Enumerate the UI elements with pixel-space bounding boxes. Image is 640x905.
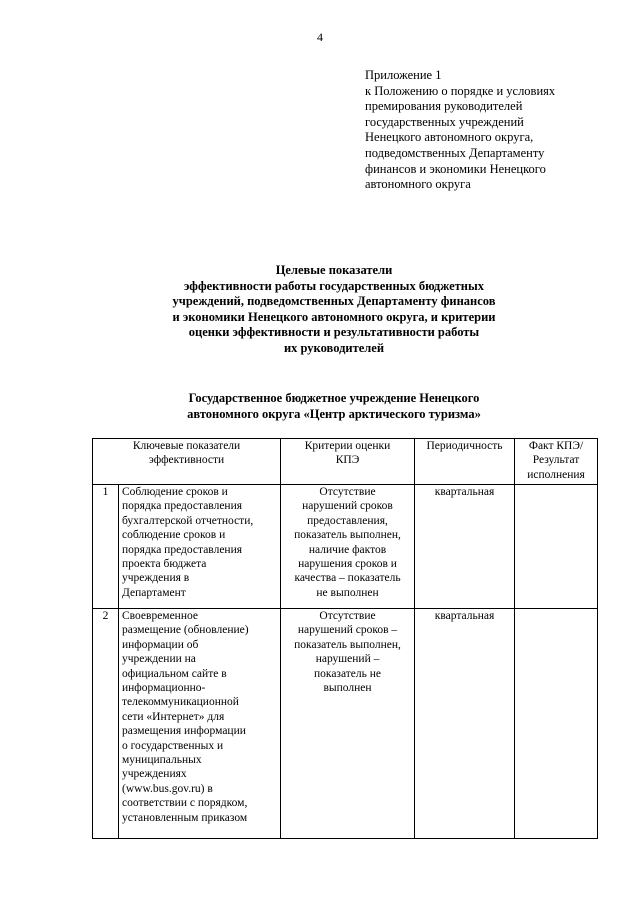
indicator-line: учреждениях: [122, 768, 187, 781]
title-line: учреждений, подведомственных Департаменту финансов: [172, 294, 496, 309]
header-periodicity: Периодичность: [415, 439, 515, 485]
indicator-line: учреждении на: [122, 653, 196, 666]
indicator-line: о государственных и: [122, 739, 224, 752]
appendix-line: Ненецкого автономного округа,: [365, 130, 534, 145]
indicator-line: муниципальных: [122, 754, 202, 767]
row-number: 1: [93, 485, 119, 609]
criteria-line: нарушений сроков –: [297, 624, 398, 637]
periodicity-cell: квартальная: [415, 609, 515, 839]
appendix-line: подведомственных Департаменту: [365, 145, 545, 160]
header-criteria-line: Критерии оценки: [304, 440, 391, 452]
indicator-line: учреждения в: [122, 572, 190, 585]
criteria-line: не выполнен: [316, 586, 379, 599]
indicator-line: телекоммуникационной: [122, 696, 239, 709]
criteria-line: выполнен: [323, 682, 372, 695]
indicator-cell: [119, 609, 281, 839]
header-fact-line: исполнения: [527, 468, 585, 481]
criteria-line: наличие фактов: [308, 543, 387, 556]
row-number: 2: [93, 609, 119, 839]
fact-cell: [515, 485, 598, 609]
document-title: [0, 263, 640, 357]
criteria-cell: [281, 485, 415, 609]
indicator-line: размещения информации: [122, 725, 246, 738]
header-indicators-line: эффективности: [148, 454, 225, 467]
appendix-line: Приложение 1: [365, 68, 442, 82]
indicator-line: Департамент: [122, 586, 186, 599]
page-number: 4: [317, 30, 323, 44]
indicator-line: информационно-: [122, 682, 206, 695]
title-line: оценки эффективности и результативности работы: [188, 325, 480, 340]
title-line: их руководителей: [283, 340, 385, 355]
appendix-line: автономного округа: [365, 177, 471, 192]
indicator-line: соответствии с порядком,: [122, 797, 248, 810]
indicator-line: (www.bus.gov.ru) в: [122, 782, 213, 795]
header-criteria-line: КПЭ: [335, 454, 360, 467]
criteria-line: показатель выполнен,: [294, 638, 401, 651]
criteria-line: нарушений –: [315, 653, 380, 666]
criteria-line: предоставления,: [307, 514, 388, 527]
indicator-line: Соблюдение сроков и: [122, 486, 228, 498]
criteria-line: качества – показатель: [294, 572, 401, 585]
appendix-line: премирования руководителей: [365, 99, 523, 114]
fact-cell: [515, 609, 598, 839]
title-line: и экономики Ненецкого автономного округа, и критерии: [172, 309, 496, 324]
organization-line: автономного округа «Центр арктического туризма»: [187, 406, 481, 421]
indicator-cell: [119, 485, 281, 609]
indicator-line: порядка предоставления: [122, 543, 243, 556]
indicator-line: проекта бюджета: [122, 558, 207, 571]
indicator-line: соблюдение сроков и: [122, 529, 226, 542]
indicator-line: размещение (обновление): [122, 624, 249, 637]
criteria-line: нарушений сроков: [302, 500, 393, 513]
indicator-line: бухгалтерской отчетности,: [122, 514, 254, 527]
indicator-line: официальном сайте в: [122, 667, 227, 680]
table-header-row: [93, 439, 598, 485]
criteria-line: Отсутствие: [319, 610, 376, 622]
criteria-line: показатель выполнен,: [294, 529, 401, 542]
appendix-line: к Положению о порядке и условиях: [365, 83, 556, 98]
header-fact-line: Результат: [532, 454, 580, 467]
header-fact: [515, 439, 598, 485]
indicator-line: установленным приказом: [122, 811, 248, 824]
table-row: [93, 485, 598, 609]
indicator-line: сети «Интернет» для: [122, 710, 225, 723]
indicator-line: информации об: [122, 638, 199, 651]
title-line: Целевые показатели: [275, 263, 393, 277]
header-indicators-line: Ключевые показатели: [132, 440, 241, 452]
criteria-line: показатель не: [314, 667, 382, 680]
appendix-reference: [365, 68, 615, 193]
organization-name: [0, 391, 640, 422]
organization-line: Государственное бюджетное учреждение Ненецкого: [188, 391, 480, 405]
kpi-table: [92, 438, 598, 839]
indicator-line: Своевременное: [122, 610, 198, 622]
appendix-line: государственных учреждений: [365, 114, 524, 129]
header-fact-line: Факт КПЭ/: [528, 440, 584, 452]
indicator-line: порядка предоставления: [122, 500, 243, 513]
criteria-line: Отсутствие: [319, 486, 376, 498]
appendix-line: финансов и экономики Ненецкого: [365, 161, 546, 176]
header-indicators: [93, 439, 281, 485]
header-criteria: [281, 439, 415, 485]
criteria-line: нарушения сроков и: [298, 558, 397, 571]
periodicity-cell: квартальная: [415, 485, 515, 609]
criteria-cell: [281, 609, 415, 839]
table-row: [93, 609, 598, 839]
title-line: эффективности работы государственных бюджетных: [183, 278, 485, 293]
